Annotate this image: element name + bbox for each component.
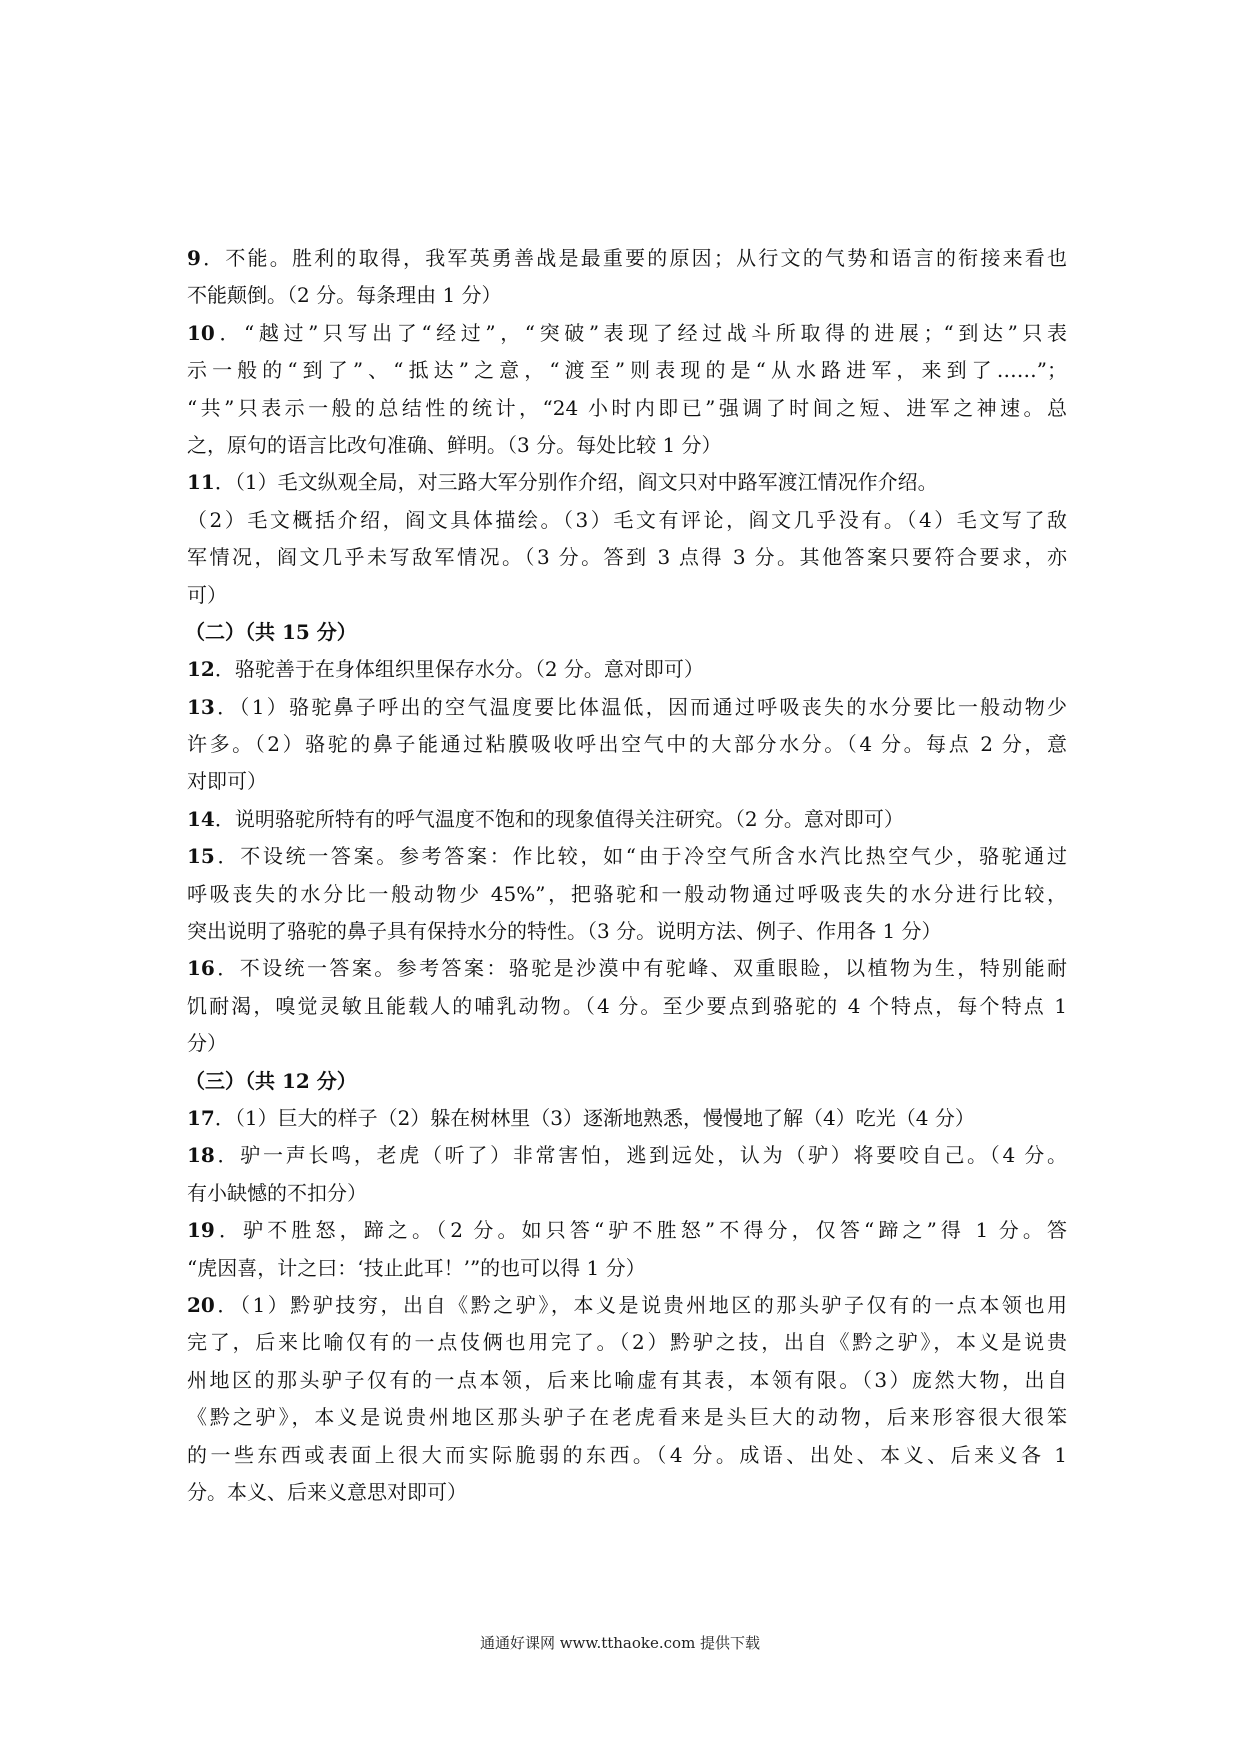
answer-line: 州地区的那头驴子仅有的一点本领，后来比喻虚有其表，本领有限。（3）庞然大物，出自 bbox=[187, 1367, 1067, 1392]
footer-download-note: 通通好课网 www.tthaoke.com 提供下载 bbox=[479, 1634, 761, 1652]
answer-text: ．“越过”只写出了“经过”，“突破”表现了经过战斗所取得的进展；“到达”只表 bbox=[214, 320, 1067, 345]
question-number: 10 bbox=[187, 320, 215, 345]
answer-line: 饥耐渴，嗅觉灵敏且能载人的哺乳动物。（4 分。至少要点到骆驼的 4 个特点，每个特点 1 bbox=[187, 993, 1067, 1018]
answer-text: ．（1）骆驼鼻子呼出的空气温度要比体温低，因而通过呼吸丧失的水分要比一般动物少 bbox=[214, 694, 1067, 719]
answer-line bbox=[187, 315, 1067, 352]
answer-text: ．（1）巨大的样子（2）躲在树林里（3）逐渐地熟悉，慢慢地了解（4）吃光（4 分） bbox=[214, 1105, 975, 1130]
question-number: 19 bbox=[187, 1218, 215, 1243]
answer-text: ．骆驼善于在身体组织里保存水分。（2 分。意对即可） bbox=[214, 657, 704, 682]
answer-line bbox=[187, 801, 1067, 838]
answer-text: ．驴不胜怒，蹄之。（2 分。如只答“驴不胜怒”不得分，仅答“蹄之”得 1 分。答 bbox=[214, 1218, 1067, 1243]
answer-line bbox=[187, 1100, 1067, 1137]
question-number: 18 bbox=[187, 1143, 215, 1168]
answer-line: “虎因喜，计之曰：‘技止此耳！’”的也可以得 1 分） bbox=[187, 1255, 646, 1280]
question-number: 14 bbox=[187, 806, 215, 831]
answer-line: 分。本义、后来义意思对即可） bbox=[187, 1479, 467, 1504]
question-number: 20 bbox=[187, 1292, 215, 1317]
answer-line bbox=[187, 464, 1067, 501]
answer-line bbox=[187, 1137, 1067, 1174]
answer-line: 《黔之驴》，本义是说贵州地区那头驴子在老虎看来是头巨大的动物，后来形容很大很笨 bbox=[187, 1405, 1067, 1430]
section-heading: （二）（共 15 分） bbox=[185, 619, 357, 644]
answer-line: （2）毛文概括介绍，阎文具体描绘。（3）毛文有评论，阎文几乎没有。（4）毛文写了敌 bbox=[187, 507, 1067, 532]
answer-line bbox=[187, 651, 1067, 688]
answer-line: 对即可） bbox=[187, 769, 267, 794]
question-number: 17 bbox=[187, 1105, 215, 1130]
answer-line: “共”只表示一般的总结性的统计，“24 小时内即已”强调了时间之短、进军之神速。总 bbox=[187, 395, 1067, 420]
answer-line: 呼吸丧失的水分比一般动物少 45%”，把骆驼和一般动物通过呼吸丧失的水分进行比较， bbox=[187, 881, 1067, 906]
question-number: 16 bbox=[187, 956, 215, 981]
answer-line: 之，原句的语言比改句准确、鲜明。（3 分。每处比较 1 分） bbox=[187, 432, 722, 457]
answer-line: 许多。（2）骆驼的鼻子能通过粘膜吸收呼出空气中的大部分水分。（4 分。每点 2 分，意 bbox=[187, 732, 1067, 757]
question-number: 12 bbox=[187, 657, 215, 682]
answer-text: ．（1）毛文纵观全局，对三路大军分别作介绍，阎文只对中路军渡江情况作介绍。 bbox=[214, 470, 938, 495]
answer-line bbox=[187, 950, 1067, 987]
answer-line bbox=[187, 1287, 1067, 1324]
question-number: 11 bbox=[187, 470, 215, 495]
answer-line: 分） bbox=[187, 1031, 227, 1056]
answer-text: ．不设统一答案。参考答案：骆驼是沙漠中有驼峰、双重眼睑，以植物为生，特别能耐 bbox=[214, 956, 1067, 981]
answer-text: ．不设统一答案。参考答案：作比较，如“由于冷空气所含水汽比热空气少，骆驼通过 bbox=[214, 844, 1067, 869]
answer-line: 的一些东西或表面上很大而实际脆弱的东西。（4 分。成语、出处、本义、后来义各 1 bbox=[187, 1442, 1067, 1467]
answer-text: ．说明骆驼所特有的呼气温度不饱和的现象值得关注研究。（2 分。意对即可） bbox=[214, 806, 904, 831]
answer-line: 不能颠倒。（2 分。每条理由 1 分） bbox=[187, 283, 502, 308]
answer-line bbox=[187, 689, 1067, 726]
answer-line: 完了，后来比喻仅有的一点伎俩也用完了。（2）黔驴之技，出自《黔之驴》，本义是说贵 bbox=[187, 1330, 1067, 1355]
section-heading: （三）（共 12 分） bbox=[185, 1068, 357, 1093]
answer-line: 可） bbox=[187, 582, 227, 607]
answer-text: ．（1）黔驴技穷，出自《黔之驴》，本义是说贵州地区的那头驴子仅有的一点本领也用 bbox=[214, 1292, 1067, 1317]
answer-line: 突出说明了骆驼的鼻子具有保持水分的特性。（3 分。说明方法、例子、作用各 1 分） bbox=[187, 919, 942, 944]
question-number: 9 bbox=[187, 246, 201, 270]
answer-line: 示一般的“到了”、“抵达”之意，“渡至”则表现的是“从水路进军，来到了……”； bbox=[187, 358, 1067, 383]
answer-line: 有小缺憾的不扣分） bbox=[187, 1180, 367, 1205]
question-number: 15 bbox=[187, 844, 215, 869]
question-number: 13 bbox=[187, 694, 215, 719]
answer-text: ．不能。胜利的取得，我军英勇善战是最重要的原因；从行文的气势和语言的衔接来看也 bbox=[200, 246, 1067, 270]
answer-line: 军情况，阎文几乎未写敌军情况。（3 分。答到 3 点得 3 分。其他答案只要符合要求，亦 bbox=[187, 545, 1067, 570]
answer-page bbox=[187, 240, 1067, 1511]
answer-text: ．驴一声长鸣，老虎（听了）非常害怕，逃到远处，认为（驴）将要咬自己。（4 分。 bbox=[214, 1143, 1067, 1168]
answer-line bbox=[187, 838, 1067, 875]
answer-line bbox=[187, 240, 1067, 277]
answer-line bbox=[187, 1212, 1067, 1249]
